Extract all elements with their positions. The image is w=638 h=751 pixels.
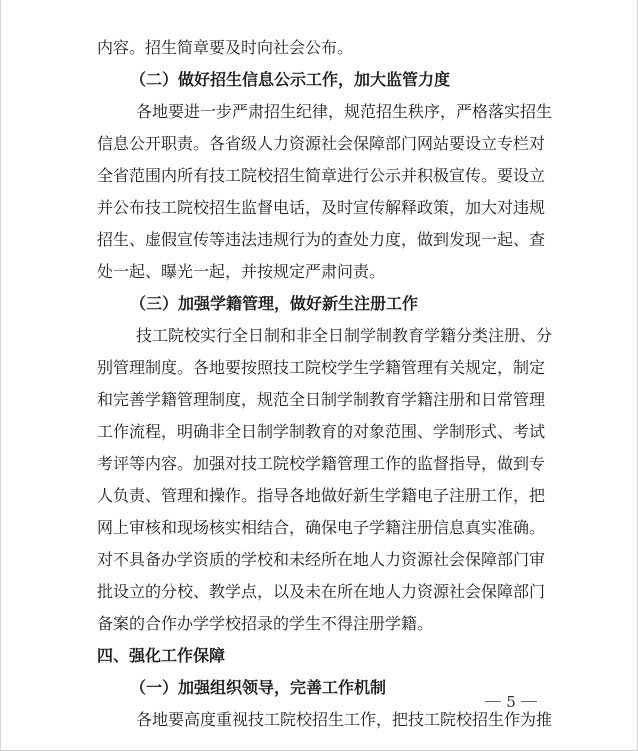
section-heading: （三）加强学籍管理，做好新生注册工作 (130, 294, 419, 313)
body-text-line: 处一起、曝光一起，并按规定严肃问责。 (97, 262, 386, 281)
section-heading: （二）做好招生信息公示工作，加大监管力度 (130, 70, 451, 89)
body-text-line: 人负责、管理和操作。指导各地做好新生学籍电子注册工作，把 (97, 486, 546, 505)
body-text-line: 各地要高度重视技工院校招生工作，把技工院校招生作为推 (136, 710, 553, 729)
dash-left (485, 701, 501, 702)
body-text-line: 全省范围内所有技工院校招生简章进行公示并积极宣传。要设立 (97, 166, 546, 185)
body-text-line: 备案的合作办学学校招录的学生不得注册学籍。 (97, 614, 434, 633)
body-text-line: 招生、虚假宣传等违法违规行为的查处力度，做到发现一起、查 (97, 230, 546, 249)
body-text-line: 并公布技工院校招生监督电话，及时宣传解释政策，加大对违规 (97, 198, 546, 217)
body-text-line: 和完善学籍管理制度，规范全日制学制教育学籍注册和日常管理 (97, 390, 546, 409)
body-text-line: 考评等内容。加强对技工院校学籍管理工作的监督指导，做到专 (97, 454, 546, 473)
dash-right (521, 701, 537, 702)
body-text-line: 别管理制度。各地要按照技工院校学生学籍管理有关规定，制定 (97, 358, 546, 377)
body-text-line: 批设立的分校、教学点，以及未在所在地人力资源社会保障部门 (97, 582, 546, 601)
chapter-heading: 四、强化工作保障 (97, 646, 226, 665)
body-text-line: 各地要进一步严肃招生纪律，规范招生秩序，严格落实招生 (136, 102, 553, 121)
body-text-line: 信息公开职责。各省级人力资源社会保障部门网站要设立专栏对 (97, 134, 546, 153)
page-number (479, 690, 543, 714)
body-text-line: 网上审核和现场核实相结合，确保电子学籍注册信息真实准确。 (97, 518, 546, 537)
body-text-line: 技工院校实行全日制和非全日制学制教育学籍分类注册、分 (136, 326, 553, 345)
section-heading: （一）加强组织领导，完善工作机制 (130, 678, 387, 697)
page-number-text: 5 (506, 693, 516, 711)
body-text-line: 工作流程，明确非全日制学制教育的对象范围、学制形式、考试 (97, 422, 546, 441)
body-text-line: 对不具备办学资质的学校和未经所在地人力资源社会保障部门审 (97, 550, 546, 569)
body-text-line: 内容。招生简章要及时向社会公布。 (97, 38, 354, 57)
